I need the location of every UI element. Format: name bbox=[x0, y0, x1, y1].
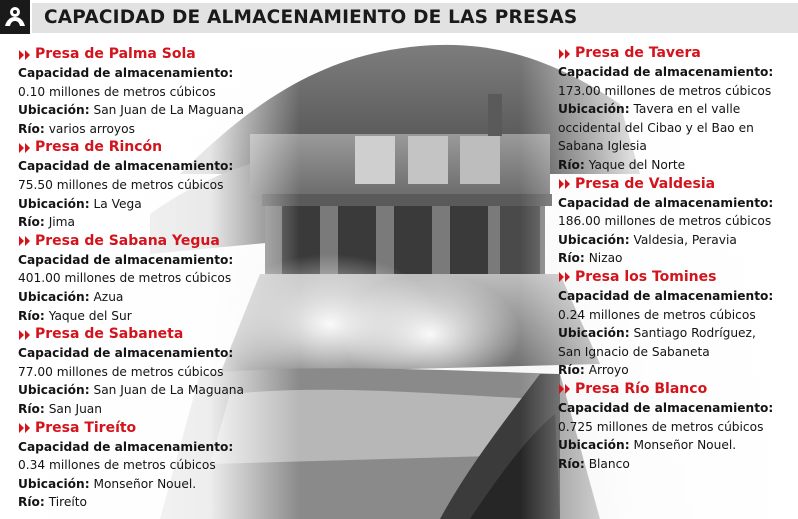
double-right-arrow-icon bbox=[18, 330, 33, 340]
river-value: Jima bbox=[48, 215, 76, 230]
double-right-arrow-icon bbox=[18, 143, 33, 153]
river-row bbox=[18, 400, 268, 419]
location-row bbox=[18, 381, 268, 400]
dam-name bbox=[18, 325, 268, 344]
capacity-label-text: Capacidad de almacenamiento: bbox=[18, 439, 234, 454]
capacity-value: 0.725 millones de metros cúbicos bbox=[558, 419, 764, 434]
capacity-value: 77.00 millones de metros cúbicos bbox=[18, 364, 224, 379]
capacity-value: 0.24 millones de metros cúbicos bbox=[558, 307, 756, 322]
river-row bbox=[18, 213, 268, 232]
capacity-label bbox=[558, 399, 794, 418]
capacity-value: 401.00 millones de metros cúbicos bbox=[18, 271, 232, 286]
river-label: Río: bbox=[558, 456, 585, 471]
capacity-label bbox=[18, 64, 268, 83]
location-value: Azua bbox=[93, 289, 124, 304]
location-label: Ubicación: bbox=[18, 103, 90, 118]
dam-entry bbox=[18, 45, 268, 138]
river-label: Río: bbox=[18, 308, 45, 323]
dam-name-text: Presa de Valdesia bbox=[575, 175, 716, 192]
capacity-label-text: Capacidad de almacenamiento: bbox=[18, 159, 234, 174]
capacity-label-text: Capacidad de almacenamiento: bbox=[18, 346, 234, 361]
dam-name-text: Presa Tireíto bbox=[35, 419, 137, 436]
capacity-value: 186.00 millones de metros cúbicos bbox=[558, 214, 772, 229]
capacity-value: 0.34 millones de metros cúbicos bbox=[18, 458, 216, 473]
location-continued: Sabana Iglesia bbox=[558, 139, 647, 154]
capacity-label bbox=[18, 157, 268, 176]
capacity-label bbox=[18, 251, 268, 270]
capacity-value: 173.00 millones de metros cúbicos bbox=[558, 83, 772, 98]
river-value: Tireíto bbox=[48, 495, 88, 510]
location-value: Valdesia, Peravia bbox=[633, 232, 737, 247]
dam-entry bbox=[18, 419, 268, 512]
location-value: Santiago Rodríguez, bbox=[633, 326, 756, 341]
river-value: Yaque del Norte bbox=[588, 157, 686, 172]
dam-name-text: Presa los Tomines bbox=[575, 268, 717, 285]
dam-name bbox=[18, 419, 268, 438]
capacity-label bbox=[558, 194, 794, 213]
dam-name bbox=[558, 268, 794, 287]
dam-name bbox=[18, 232, 268, 251]
capacity-label bbox=[558, 287, 794, 306]
location-row bbox=[558, 324, 794, 343]
dam-name-text: Presa de Sabaneta bbox=[35, 326, 184, 343]
double-right-arrow-icon bbox=[558, 179, 573, 189]
double-right-arrow-icon bbox=[558, 384, 573, 394]
dam-name-text: Presa de Rincón bbox=[35, 139, 163, 156]
dam-name bbox=[558, 380, 794, 399]
location-label: Ubicación: bbox=[558, 102, 630, 117]
location-row bbox=[558, 100, 794, 119]
location-label: Ubicación: bbox=[18, 476, 90, 491]
river-row bbox=[558, 249, 794, 268]
capacity-label-text: Capacidad de almacenamiento: bbox=[558, 288, 774, 303]
dam-entry bbox=[18, 325, 268, 418]
location-value: La Vega bbox=[93, 196, 142, 211]
river-label: Río: bbox=[18, 401, 45, 416]
location-label: Ubicación: bbox=[18, 196, 90, 211]
dam-name-text: Presa de Tavera bbox=[575, 45, 701, 61]
dam-list-right bbox=[558, 44, 794, 473]
capacity-label-text: Capacidad de almacenamiento: bbox=[558, 400, 774, 415]
river-row bbox=[18, 307, 268, 326]
location-continued: San Ignacio de Sabaneta bbox=[558, 344, 710, 359]
river-label: Río: bbox=[18, 215, 45, 230]
river-label: Río: bbox=[558, 363, 585, 378]
river-value: Yaque del Sur bbox=[48, 308, 132, 323]
double-right-arrow-icon bbox=[18, 236, 33, 246]
river-row bbox=[558, 455, 794, 474]
dam-entry bbox=[558, 380, 794, 473]
river-row bbox=[558, 156, 794, 175]
location-value: Tavera en el valle bbox=[633, 102, 741, 117]
dam-name bbox=[18, 138, 268, 157]
capacity-label-text: Capacidad de almacenamiento: bbox=[558, 65, 774, 79]
river-label: Río: bbox=[558, 251, 585, 266]
dam-name-text: Presa Río Blanco bbox=[575, 380, 708, 397]
capacity-label-text: Capacidad de almacenamiento: bbox=[558, 195, 774, 210]
dam-name-text: Presa de Palma Sola bbox=[35, 46, 196, 62]
location-row bbox=[18, 288, 268, 307]
river-row bbox=[18, 493, 268, 512]
location-label: Ubicación: bbox=[18, 383, 90, 398]
dam-name-text: Presa de Sabana Yegua bbox=[35, 232, 220, 249]
capacity-label bbox=[18, 438, 268, 457]
location-continued: occidental del Cibao y el Bao en bbox=[558, 120, 754, 135]
dam-entry bbox=[558, 175, 794, 268]
river-row bbox=[558, 361, 794, 380]
river-value: Nizao bbox=[588, 251, 623, 266]
double-right-arrow-icon bbox=[18, 50, 33, 60]
triskelion-logo-icon bbox=[0, 0, 30, 34]
location-label: Ubicación: bbox=[558, 438, 630, 453]
header bbox=[0, 0, 798, 34]
location-row bbox=[18, 475, 268, 494]
river-label: Río: bbox=[558, 157, 585, 172]
location-value: San Juan de La Maguana bbox=[93, 383, 244, 398]
dam-name bbox=[558, 44, 794, 63]
dam-entry bbox=[18, 138, 268, 231]
double-right-arrow-icon bbox=[558, 49, 573, 59]
location-value: Monseñor Nouel. bbox=[633, 438, 737, 453]
river-label: Río: bbox=[18, 121, 45, 136]
capacity-label bbox=[558, 63, 794, 82]
location-value: Monseñor Nouel. bbox=[93, 476, 197, 491]
location-row bbox=[558, 231, 794, 250]
river-row bbox=[18, 120, 268, 139]
location-row bbox=[18, 195, 268, 214]
location-label: Ubicación: bbox=[558, 326, 630, 341]
location-value: San Juan de La Maguana bbox=[93, 103, 244, 118]
river-value: varios arroyos bbox=[48, 121, 135, 136]
dam-entry bbox=[18, 232, 268, 325]
location-row bbox=[558, 436, 794, 455]
title-bar bbox=[32, 3, 798, 33]
page-title: CAPACIDAD DE ALMACENAMIENTO DE LAS PRESAS bbox=[44, 7, 578, 28]
logo bbox=[0, 0, 30, 34]
river-value: San Juan bbox=[48, 401, 103, 416]
river-value: Blanco bbox=[588, 456, 630, 471]
river-value: Arroyo bbox=[588, 363, 629, 378]
dam-list-left bbox=[18, 45, 268, 512]
capacity-label bbox=[18, 344, 268, 363]
capacity-value: 0.10 millones de metros cúbicos bbox=[18, 84, 216, 99]
capacity-value: 75.50 millones de metros cúbicos bbox=[18, 177, 224, 192]
dam-entry bbox=[558, 44, 794, 175]
dam-entry bbox=[558, 268, 794, 380]
location-row bbox=[18, 101, 268, 120]
capacity-label-text: Capacidad de almacenamiento: bbox=[18, 252, 234, 267]
dam-name bbox=[558, 175, 794, 194]
capacity-label-text: Capacidad de almacenamiento: bbox=[18, 66, 234, 80]
double-right-arrow-icon bbox=[18, 423, 33, 433]
location-label: Ubicación: bbox=[558, 232, 630, 247]
river-label: Río: bbox=[18, 495, 45, 510]
dam-name bbox=[18, 45, 268, 64]
location-label: Ubicación: bbox=[18, 289, 90, 304]
double-right-arrow-icon bbox=[558, 272, 573, 282]
